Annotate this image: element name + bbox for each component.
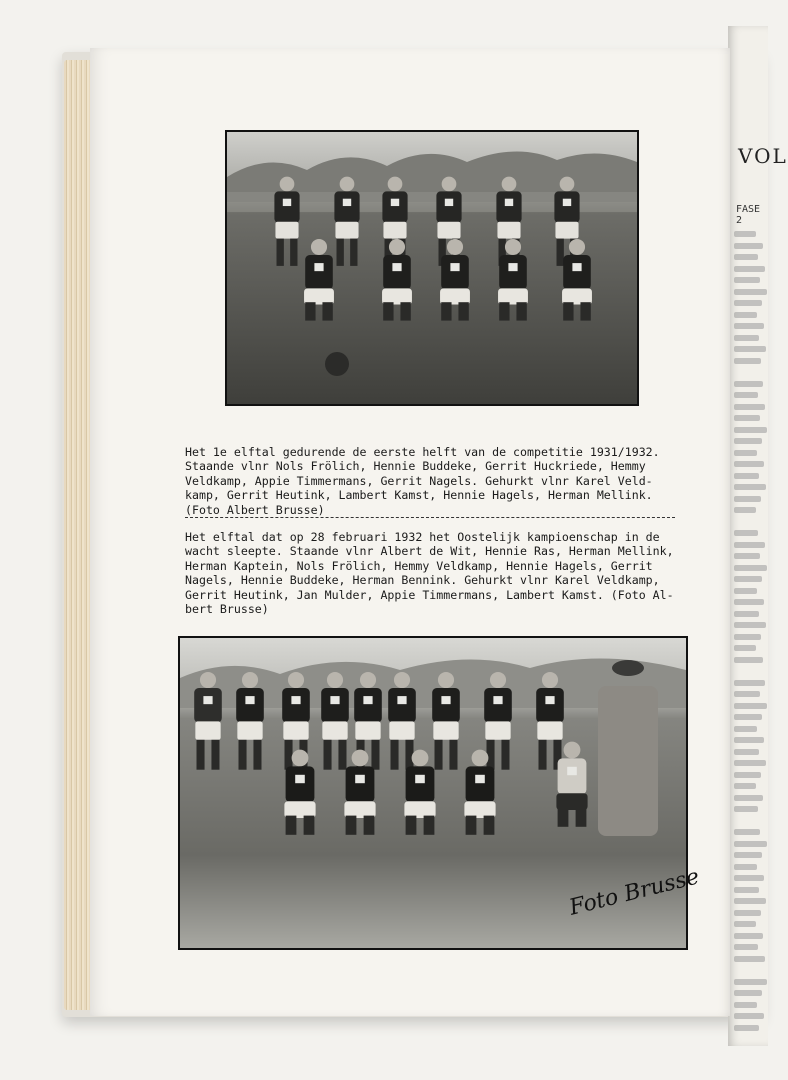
- caption-team-1932: Het elftal dat op 28 februari 1932 het Oostelijk kampioenschap in de wacht sleepte. Staande vlnr Albert de Wit, Hennie Ras, Herman Mellink, Herman Kaptein, Nols Frölich, Hemmy Veldkamp, Hennie Hagels, Gerrit Nagels, Hennie Buddeke, Herman Bennink. Gehurkt vlnr Karel Veldkamp, Gerrit Heutink, Jan Mulder, Appie Timmermans, Lambert Kamst. (Foto Al- bert Brusse): [185, 530, 674, 617]
- team-photo-1931: [225, 130, 639, 406]
- caption-divider: [185, 517, 675, 518]
- right-page: [728, 26, 788, 1046]
- right-page-subheading: FASE 2: [736, 204, 761, 226]
- photo-signature: Foto Brusse: [566, 864, 702, 921]
- caption-team-1931: Het 1e elftal gedurende de eerste helft van de competitie 1931/1932. Staande vlnr Nols Frölich, Hennie Buddeke, Gerrit Huckriede, Hemmy Veldkamp, Appie Timmermans, Gerrit Nagels. Gehurkt vlnr Karel Veld- kamp, Gerrit Heutink, Lambert Kamst, Hennie Hagels, Herman Mellink. (Foto Albert Brusse): [185, 445, 660, 517]
- right-page-heading: VOL: [738, 144, 788, 168]
